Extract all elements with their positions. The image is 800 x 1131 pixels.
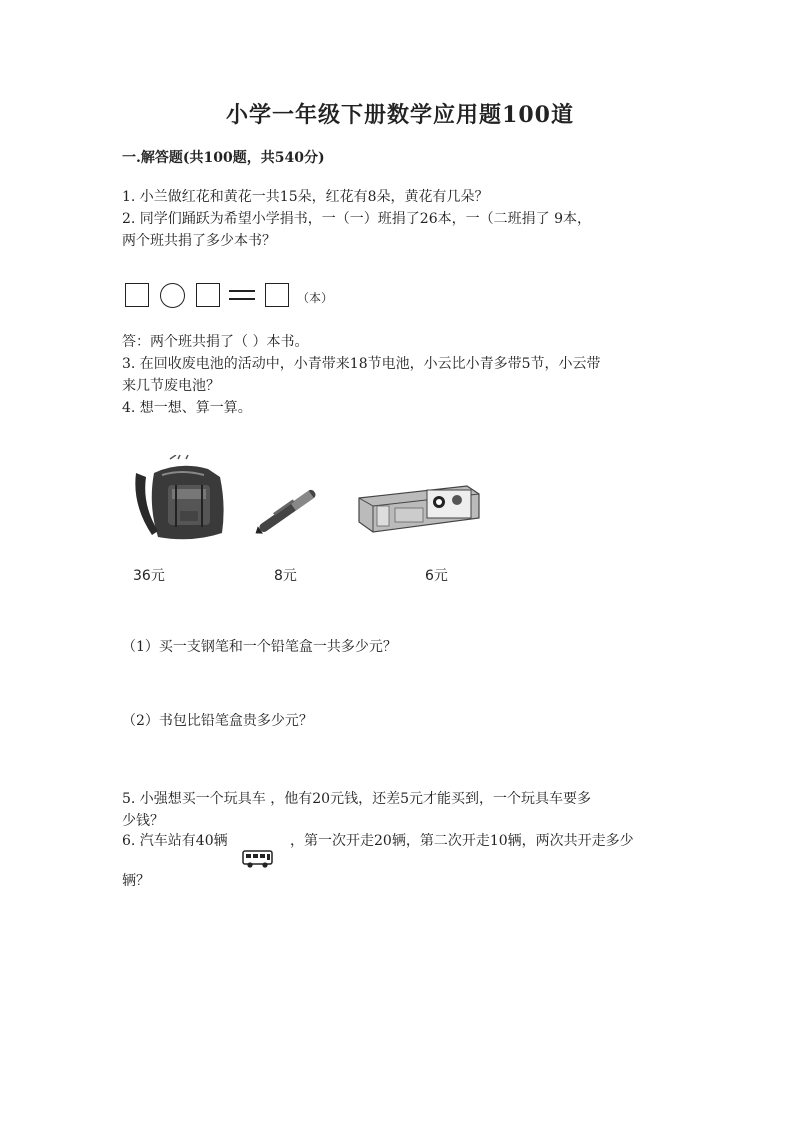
question-4-part-2: （2）书包比铅笔盒贵多少元？: [122, 713, 313, 729]
section-heading: 一.解答题(共100题，共540分): [122, 150, 325, 166]
pencil-box-price: 6元: [425, 568, 448, 584]
bus-icon: [242, 849, 274, 869]
question-6-part-2: ，第一次开走20辆，第二次开走10辆，两次共开走多少: [290, 833, 634, 849]
pencil-box-icon: [355, 478, 483, 536]
question-3-line-1: 3. 在回收废电池的活动中，小青带来18节电池，小云比小青多带5节，小云带: [122, 356, 601, 372]
equals-sign: [229, 288, 255, 302]
equation-unit: （本）: [297, 290, 334, 305]
question-4: 4. 想一想、算一算。: [122, 400, 252, 416]
question-2-line-1: 2. 同学们踊跃为希望小学捐书，一（一）班捐了26本，一（二班捐了 9本，: [122, 211, 591, 227]
page-title: 小学一年级下册数学应用题100道: [226, 102, 574, 128]
question-2-answer: 答：两个班共捐了（ ）本书。: [122, 334, 309, 350]
answer-box: [125, 283, 149, 307]
question-1: 1. 小兰做红花和黄花一共15朵，红花有8朵，黄花有几朵？: [122, 189, 489, 205]
backpack-icon: [132, 455, 232, 543]
answer-box: [265, 283, 289, 307]
question-3-line-2: 来几节废电池？: [122, 378, 220, 394]
question-6-part-1: 6. 汽车站有40辆: [122, 833, 228, 849]
question-5-line-1: 5. 小强想买一个玩具车 ，他有20元钱，还差5元才能买到，一个玩具车要多: [122, 791, 591, 807]
backpack-price: 36元: [133, 568, 165, 584]
answer-box: [196, 283, 220, 307]
equation-template: [125, 278, 333, 312]
pen-icon: [248, 484, 328, 536]
question-4-part-1: （1）买一支钢笔和一个铅笔盒一共多少元？: [122, 639, 397, 655]
operator-circle: [160, 283, 185, 308]
pen-price: 8元: [274, 568, 297, 584]
question-6-line-2: 辆？: [122, 873, 150, 889]
question-2-line-2: 两个班共捐了多少本书？: [122, 233, 276, 249]
question-5-line-2: 少钱？: [122, 813, 164, 829]
